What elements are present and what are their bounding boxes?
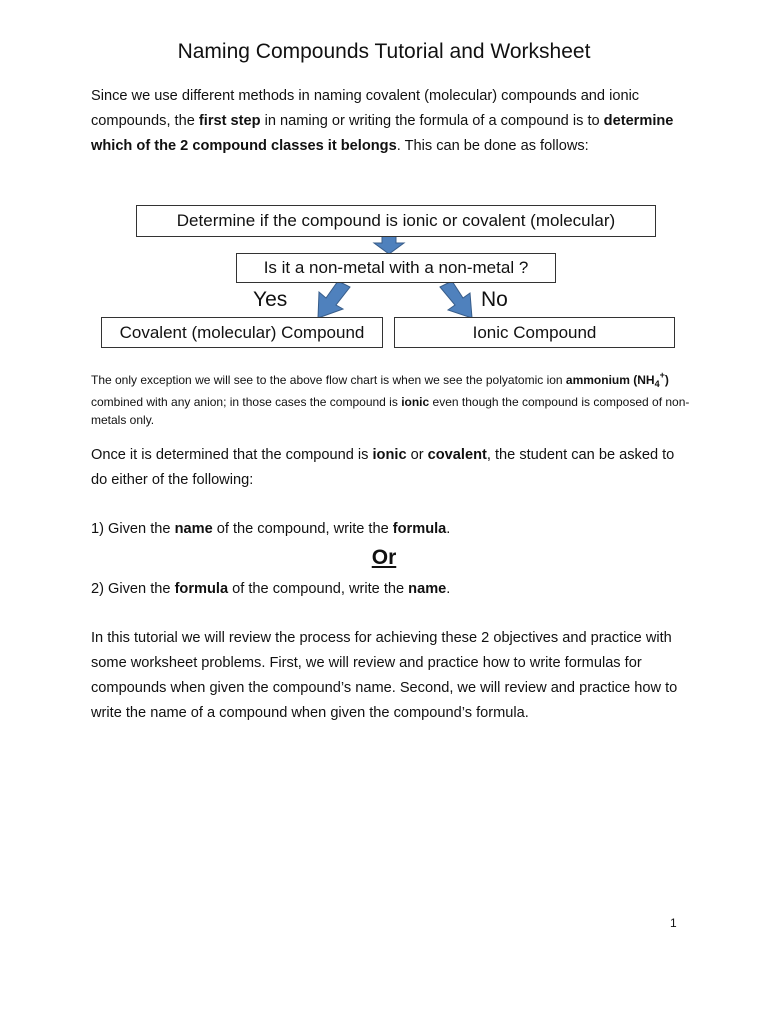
option1-text-1: 1) Given the [91,521,175,537]
page-title: Naming Compounds Tutorial and Worksheet [177,40,591,63]
flowchart-box-ionic: Ionic Compound [394,317,675,348]
option2-text-3: . [446,581,451,597]
determined-text-3: , the student can be asked to do either of the following: [91,447,675,488]
exception-note [91,366,691,429]
option2-bold-name: name [408,581,447,597]
ammonium-term [565,370,669,389]
exception-text-3: even though the compound is composed of non-metals only. [91,395,690,427]
ammonium-label: ammonium (NH [565,373,655,387]
determined-text-2: or [406,447,428,463]
option-one [91,517,691,542]
arrow-yes-shape [318,281,350,318]
option2-bold-formula: formula [174,581,229,597]
arrow-no-icon [440,281,472,318]
exception-text-1: The only exception we will see to the above flow chart is when we see the polyatomic ion [91,373,566,387]
or-divider: Or [371,546,397,569]
exception-text-2: combined with any anion; in those cases the compound is [91,395,402,409]
arrow-no-shape [440,281,472,318]
exception-bold-ionic: ionic [401,395,430,409]
option1-text-2: of the compound, write the [212,521,393,537]
ammonium-subscript: 4 [654,379,660,389]
intro-text-1: Since we use different methods in naming covalent (molecular) compounds and ionic compounds, the [91,88,640,129]
flowchart-label-no: No [481,288,508,311]
arrow-yes-icon [318,281,350,318]
ammonium-close-paren: ) [664,373,669,387]
option-two [91,577,691,602]
option1-bold-formula: formula [392,521,447,537]
tutorial-paragraph: In this tutorial we will review the process for achieving these 2 objectives and practice with some worksheet problems. First, we will review and practice how to write formulas for compounds when given the compound’s name. Second, we will review and practice how to write the name of a compound when given the compound’s formula. [91,630,678,721]
ammonium-superscript: + [659,370,665,380]
intro-text-2: in naming or writing the formula of a compound is to [260,113,604,129]
arrow-down-icon [374,236,404,254]
intro-text-3: . This can be done as follows: [396,138,589,154]
determined-text-1: Once it is determined that the compound is [91,447,373,463]
determined-paragraph [91,443,691,493]
option1-text-3: . [446,521,451,537]
intro-bold-first-step: first step [198,113,261,129]
determined-bold-covalent: covalent [427,447,487,463]
flowchart-box-determine: Determine if the compound is ionic or covalent (molecular) [136,205,656,237]
option1-bold-name: name [174,521,213,537]
flowchart-box-question: Is it a non-metal with a non-metal ? [236,253,556,283]
page-number: 1 [670,916,677,930]
intro-bold-determine: determine which of the 2 compound classes it belongs [91,113,674,154]
flowchart-label-yes: Yes [253,288,288,311]
option2-text-1: 2) Given the [91,581,175,597]
option2-text-2: of the compound, write the [228,581,409,597]
determined-bold-ionic: ionic [372,447,407,463]
arrow-down-shape [374,236,404,254]
flowchart-box-covalent: Covalent (molecular) Compound [101,317,383,348]
